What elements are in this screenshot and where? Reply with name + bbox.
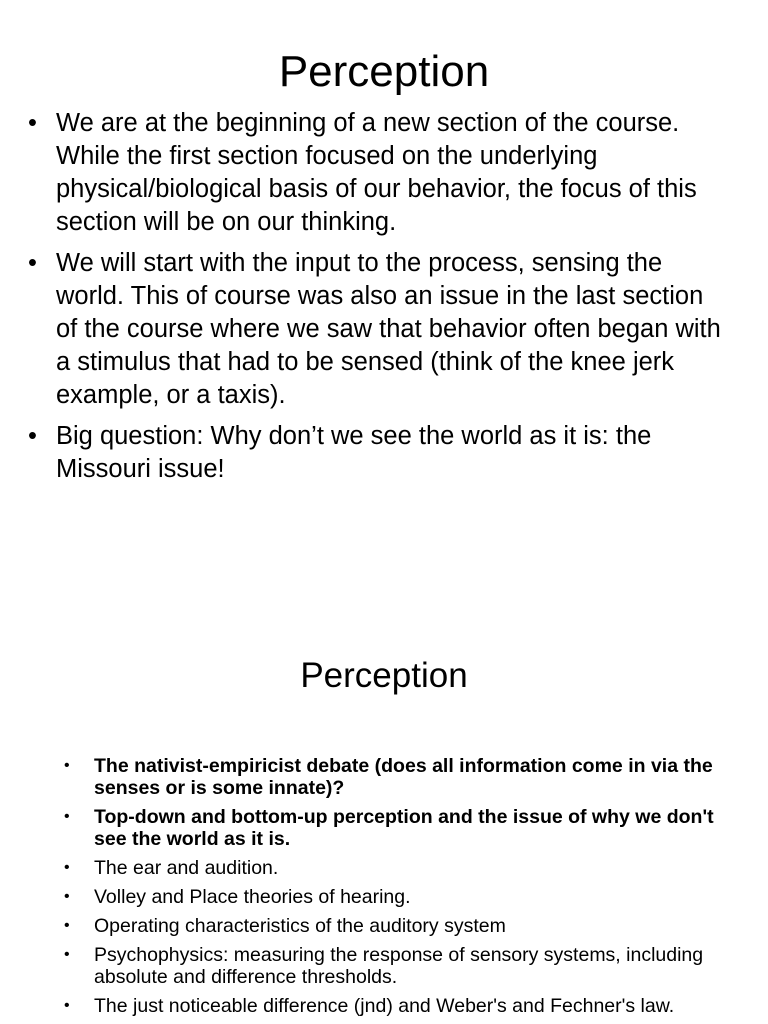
slide-2-bullet-7-text: The just noticeable difference (jnd) and Weber's and Fechner's law.: [94, 995, 675, 1017]
bullet-icon: •: [64, 888, 70, 905]
bullet-icon: •: [64, 917, 70, 934]
slide-2-bullet-1-text: The nativist-empiricist debate (does all information come in via the senses or is some innate)?: [94, 755, 713, 799]
slide-1-bullet-list: [28, 107, 728, 494]
slide-2-bullet-1: [64, 755, 714, 799]
slide-2-bullet-4: [64, 886, 714, 908]
bullet-icon: •: [64, 808, 70, 825]
slide-1-bullet-1: [28, 107, 728, 239]
slide-2-bullet-3-text: The ear and audition.: [94, 857, 279, 879]
slide-2-title: Perception: [300, 656, 468, 695]
bullet-icon: •: [64, 859, 70, 876]
bullet-icon: •: [64, 757, 70, 774]
slide-2: [0, 600, 768, 1024]
slide-2-bullet-7: [64, 995, 714, 1017]
bullet-icon: •: [28, 109, 37, 137]
slide-2-bullet-5: [64, 915, 714, 937]
bullet-icon: •: [28, 249, 37, 277]
bullet-icon: •: [28, 422, 37, 450]
slide-2-bullet-list: [64, 755, 714, 1024]
slide-2-bullet-5-text: Operating characteristics of the auditory system: [94, 915, 506, 937]
slide-2-bullet-2: [64, 806, 714, 850]
slide-1-bullet-3-text: Big question: Why don’t we see the world as it is: the Missouri issue!: [56, 422, 652, 483]
slide-2-bullet-4-text: Volley and Place theories of hearing.: [94, 886, 411, 908]
slide-1-bullet-2: [28, 247, 728, 412]
slide-1-title: Perception: [278, 47, 490, 96]
slide-2-bullet-6: [64, 944, 714, 988]
slide-2-bullet-2-text: Top-down and bottom-up perception and the issue of why we don't see the world as it is.: [94, 806, 714, 850]
bullet-icon: •: [64, 997, 70, 1014]
slide-2-bullet-6-text: Psychophysics: measuring the response of sensory systems, including absolute and difference thresholds.: [94, 944, 704, 988]
bullet-icon: •: [64, 946, 70, 963]
slide-1-bullet-1-text: We are at the beginning of a new section of the course. While the first section focused on the underlying physical/biological basis of our behavior, the focus of this section will be on our thinking.: [56, 109, 697, 236]
slide-1-bullet-2-text: We will start with the input to the process, sensing the world. This of course was also an issue in the last section of the course where we saw that behavior often began with a stimulus that had to be sensed (think of the knee jerk example, or a taxis).: [56, 249, 721, 409]
slide-2-bullet-3: [64, 857, 714, 879]
slide-1-bullet-3: [28, 420, 728, 486]
